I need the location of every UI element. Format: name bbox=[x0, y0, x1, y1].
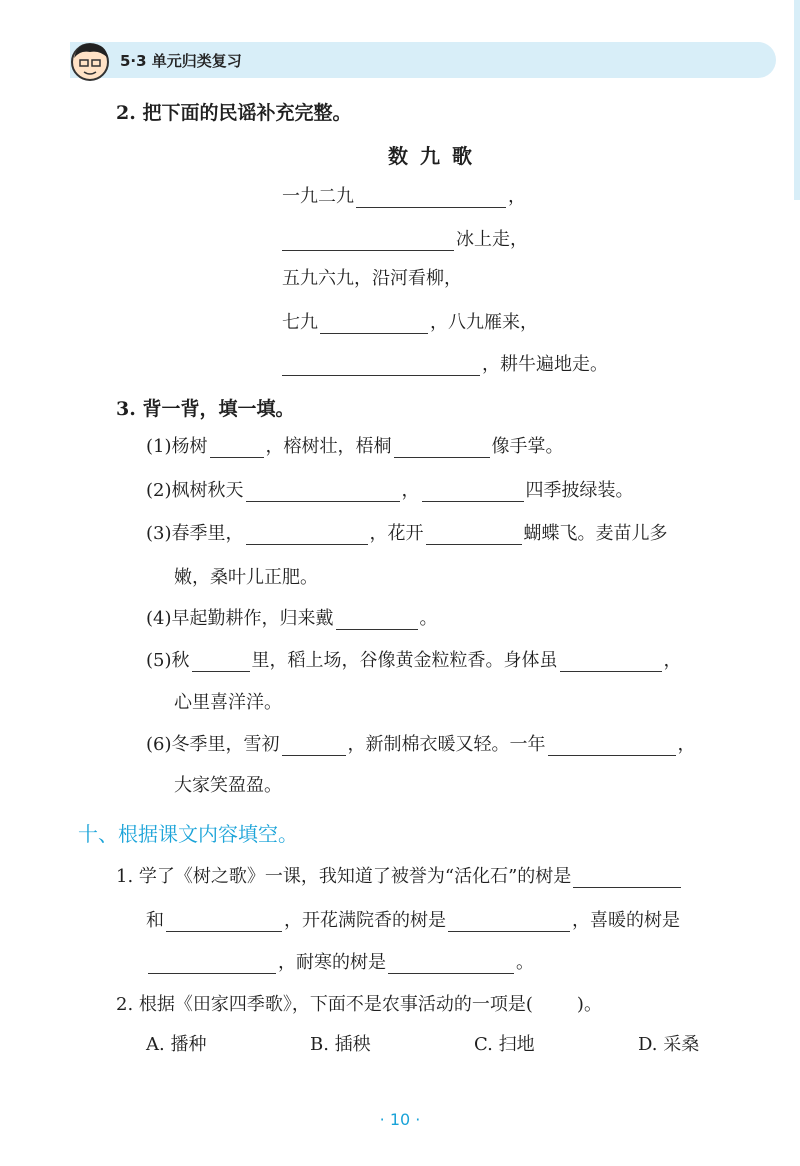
poem-title: 数九歌 bbox=[388, 144, 484, 168]
blank[interactable] bbox=[166, 911, 282, 932]
blank[interactable] bbox=[388, 953, 514, 974]
blank[interactable] bbox=[336, 609, 418, 630]
q3-item-4: (4)早起勤耕作，归来戴 。 bbox=[146, 608, 438, 629]
s10-q1-line3: ，耐寒的树是 。 bbox=[146, 948, 534, 974]
right-edge-tab bbox=[794, 0, 800, 200]
blank[interactable] bbox=[422, 481, 524, 502]
q3-item-3: (3)春季里， ，花开 蝴蝶飞。麦苗儿多 bbox=[146, 523, 668, 544]
mascot-icon bbox=[68, 40, 112, 84]
option-a[interactable]: A. 播种 bbox=[146, 1034, 207, 1055]
blank[interactable] bbox=[246, 524, 368, 545]
q3-item-5-cont: 心里喜洋洋。 bbox=[174, 692, 282, 713]
s10-q1-line1: 1. 学了《树之歌》一课，我知道了被誉为“活化石”的树是 bbox=[116, 862, 683, 888]
blank[interactable] bbox=[548, 735, 676, 756]
blank[interactable] bbox=[448, 911, 570, 932]
q3-item-6-cont: 大家笑盈盈。 bbox=[174, 775, 282, 796]
q3-title: 3. 背一背，填一填。 bbox=[116, 398, 295, 420]
poem-line-3: 五九六九，沿河看柳， bbox=[282, 268, 462, 289]
blank[interactable] bbox=[560, 651, 662, 672]
section-10-title: 十、根据课文内容填空。 bbox=[78, 822, 298, 846]
poem-line-1: 一九二九 ， bbox=[282, 186, 526, 207]
option-c[interactable]: C. 扫地 bbox=[474, 1034, 535, 1055]
q3-item-6: (6)冬季里，雪初 ，新制棉衣暖又轻。一年 ， bbox=[146, 734, 696, 755]
blank[interactable] bbox=[426, 524, 522, 545]
poem-line-4: 七九 ，八九雁来， bbox=[282, 312, 538, 333]
s10-q1-line2: 和 ，开花满院香的树是 ，喜暖的树是 bbox=[146, 910, 680, 931]
poem-line-5: ，耕牛遍地走。 bbox=[280, 350, 608, 376]
blank[interactable] bbox=[282, 230, 454, 251]
blank[interactable] bbox=[356, 187, 506, 208]
q3-item-5: (5)秋 里，稻上场，谷像黄金粒粒香。身体虽 ， bbox=[146, 650, 682, 671]
header-title: 5·3 单元归类复习 bbox=[120, 52, 242, 70]
blank[interactable] bbox=[192, 651, 250, 672]
blank[interactable] bbox=[282, 355, 480, 376]
option-b[interactable]: B. 插秧 bbox=[310, 1034, 371, 1055]
blank[interactable] bbox=[394, 437, 490, 458]
poem-line-2: 冰上走， bbox=[280, 225, 528, 251]
option-d[interactable]: D. 采桑 bbox=[638, 1034, 700, 1055]
blank[interactable] bbox=[282, 735, 346, 756]
page-number: · 10 · bbox=[379, 1110, 421, 1129]
q3-item-3-cont: 嫩，桑叶儿正肥。 bbox=[174, 567, 318, 588]
q3-item-2: (2)枫树秋天 ， 四季披绿装。 bbox=[146, 480, 634, 501]
s10-q2: 2. 根据《田家四季歌》，下面不是农事活动的一项是( )。 bbox=[116, 994, 602, 1015]
blank[interactable] bbox=[246, 481, 400, 502]
blank[interactable] bbox=[320, 313, 428, 334]
q2-title: 2. 把下面的民谣补充完整。 bbox=[116, 102, 352, 124]
blank[interactable] bbox=[573, 867, 681, 888]
q3-item-1: (1)杨树 ，榕树壮，梧桐 像手掌。 bbox=[146, 436, 564, 457]
blank[interactable] bbox=[148, 953, 276, 974]
blank[interactable] bbox=[210, 437, 264, 458]
